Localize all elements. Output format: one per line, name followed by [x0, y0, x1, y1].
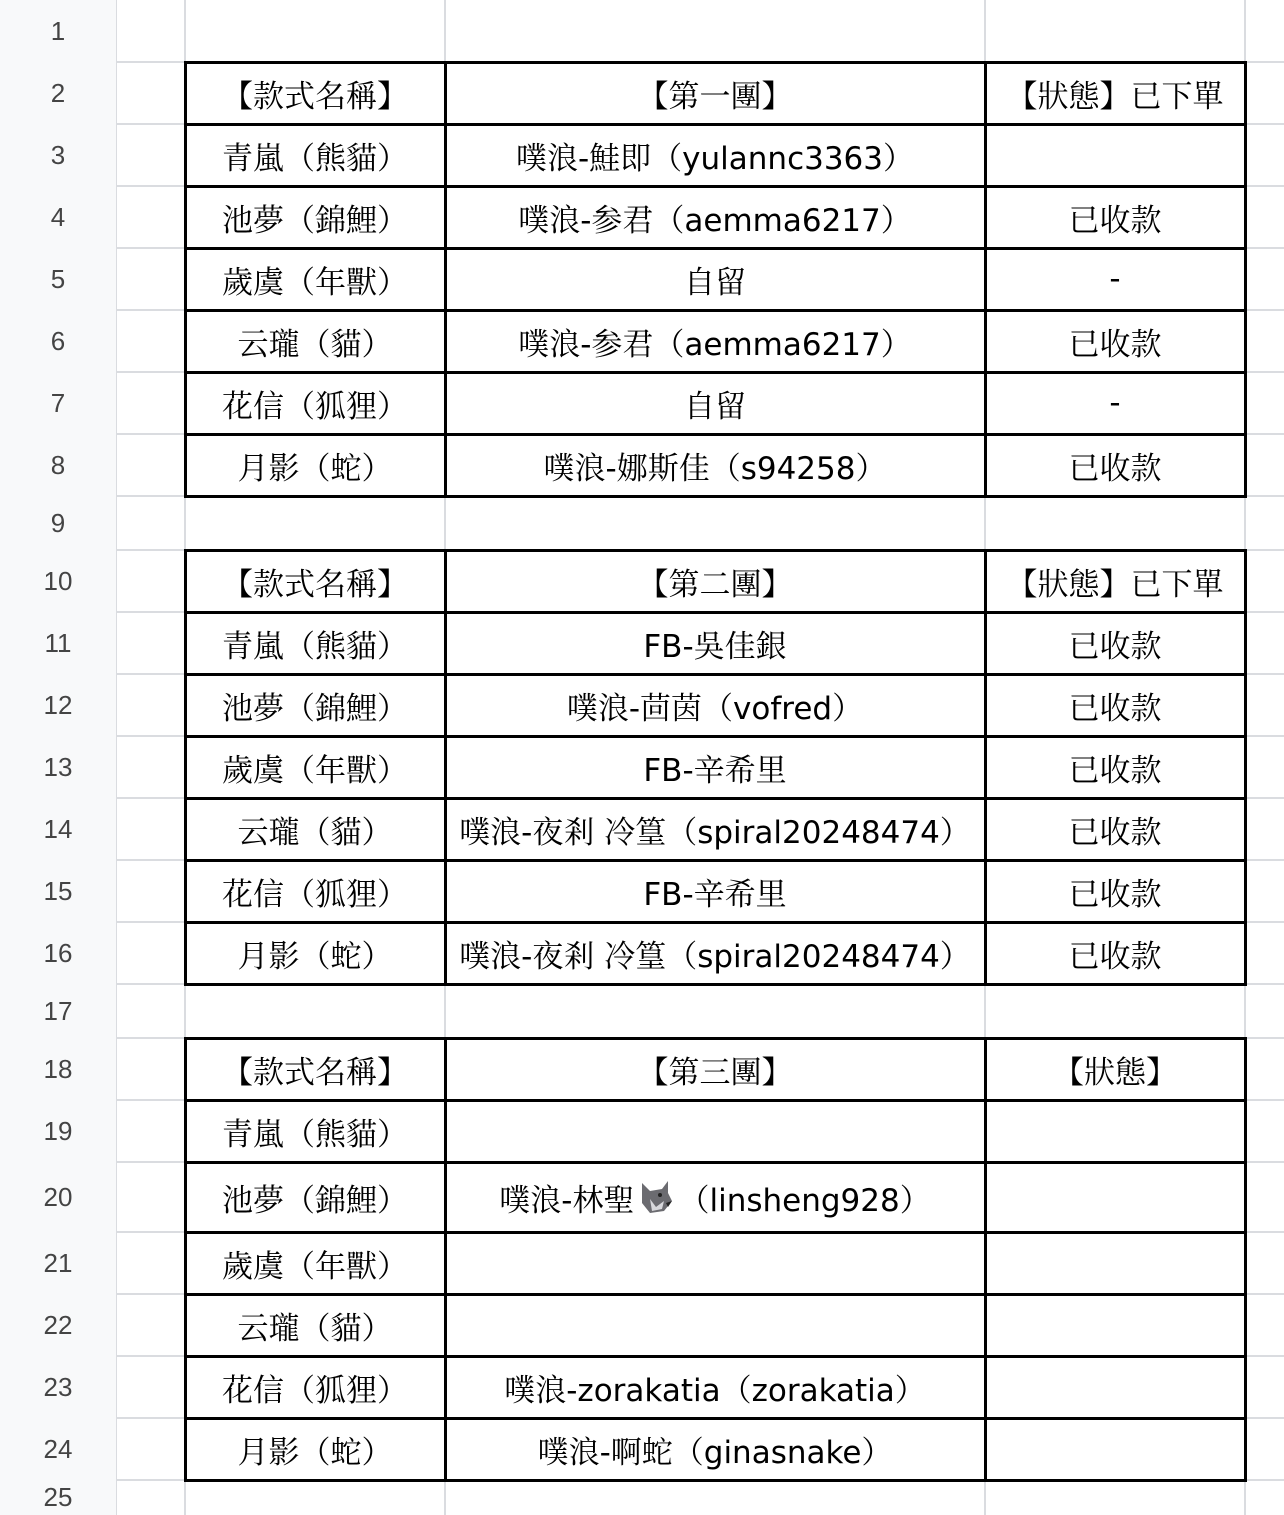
- table-cell[interactable]: 自留: [684, 264, 746, 301]
- table-cell[interactable]: 月影（蛇）: [237, 450, 393, 487]
- table-cell[interactable]: 噗浪-参君（aemma6217）: [518, 326, 912, 363]
- table-header-cell[interactable]: 【第一團】: [637, 78, 793, 115]
- table-cell[interactable]: 噗浪-夜剎 冷篁（spiral20248474）: [459, 814, 971, 851]
- table-header-cell[interactable]: 【第三團】: [637, 1054, 793, 1091]
- table-cell[interactable]: [985, 1232, 1245, 1294]
- row-number[interactable]: 5: [0, 248, 116, 310]
- table-cell[interactable]: 池夢（錦鯉）: [222, 1182, 408, 1219]
- table-cell[interactable]: [445, 1100, 985, 1162]
- table-column-border: [984, 1037, 987, 1482]
- row-number[interactable]: 20: [0, 1162, 116, 1232]
- table-cell[interactable]: 噗浪-啊蛇（ginasnake）: [537, 1434, 893, 1471]
- table-header-cell[interactable]: 【狀態】已下單: [1006, 566, 1224, 603]
- row-number[interactable]: 10: [0, 550, 116, 612]
- table-header-cell[interactable]: 【款式名稱】: [222, 566, 408, 603]
- table-column-border: [984, 549, 987, 986]
- row-number[interactable]: 21: [0, 1232, 116, 1294]
- table-cell[interactable]: 噗浪-鮭即（yulannc3363）: [515, 140, 915, 177]
- table-cell[interactable]: 云瓏（貓）: [237, 814, 393, 851]
- table-cell[interactable]: 歲虞（年獸）: [222, 264, 408, 301]
- table-header-cell[interactable]: 【狀態】已下單: [1006, 78, 1224, 115]
- table-cell[interactable]: 池夢（錦鯉）: [222, 690, 408, 727]
- table-cell[interactable]: 青嵐（熊貓）: [222, 1116, 408, 1153]
- row-number[interactable]: 22: [0, 1294, 116, 1356]
- table-cell[interactable]: [445, 1232, 985, 1294]
- table-cell[interactable]: 噗浪-参君（aemma6217）: [518, 202, 912, 239]
- row-number[interactable]: 6: [0, 310, 116, 372]
- wolf-emoji-icon: [636, 1177, 676, 1217]
- table-cell[interactable]: 噗浪-娜斯佳（s94258）: [543, 450, 887, 487]
- table-cell[interactable]: 已收款: [1068, 814, 1162, 851]
- row-number[interactable]: 9: [0, 496, 116, 550]
- row-number[interactable]: 13: [0, 736, 116, 798]
- table-cell[interactable]: 已收款: [1068, 628, 1162, 665]
- row-number[interactable]: 4: [0, 186, 116, 248]
- table-cell[interactable]: 已收款: [1068, 876, 1162, 913]
- table-cell[interactable]: 青嵐（熊貓）: [222, 628, 408, 665]
- table-row-border: [184, 1355, 1247, 1358]
- table-cell[interactable]: FB-辛希里: [643, 752, 787, 789]
- table-cell[interactable]: 已收款: [1068, 450, 1162, 487]
- table-row-border: [184, 1231, 1247, 1234]
- cell-text: 噗浪-林聖: [499, 1182, 635, 1219]
- table-cell[interactable]: [985, 1356, 1245, 1418]
- table-cell[interactable]: -: [1109, 261, 1121, 297]
- table-row-border: [184, 185, 1247, 188]
- row-number[interactable]: 23: [0, 1356, 116, 1418]
- row-number[interactable]: 12: [0, 674, 116, 736]
- table-row-border: [184, 611, 1247, 614]
- row-number[interactable]: 19: [0, 1100, 116, 1162]
- table-cell[interactable]: [985, 1418, 1245, 1480]
- table-cell[interactable]: 自留: [684, 388, 746, 425]
- table-row-border: [184, 1417, 1247, 1420]
- table-cell[interactable]: 噗浪-夜剎 冷篁（spiral20248474）: [459, 938, 971, 975]
- table-row-border: [184, 735, 1247, 738]
- table-row-border: [184, 1099, 1247, 1102]
- table-cell[interactable]: 云瓏（貓）: [237, 1310, 393, 1347]
- table-cell[interactable]: 已收款: [1068, 938, 1162, 975]
- table-row-border: [184, 371, 1247, 374]
- table-column-border: [984, 61, 987, 498]
- row-number[interactable]: 1: [0, 0, 116, 62]
- table-cell[interactable]: 花信（狐狸）: [222, 388, 408, 425]
- table-cell[interactable]: 歲虞（年獸）: [222, 1248, 408, 1285]
- table-cell[interactable]: 歲虞（年獸）: [222, 752, 408, 789]
- row-number[interactable]: 2: [0, 62, 116, 124]
- table-cell[interactable]: 花信（狐狸）: [222, 1372, 408, 1409]
- table-header-cell[interactable]: 【第二團】: [637, 566, 793, 603]
- table-cell[interactable]: [445, 1162, 985, 1232]
- row-number[interactable]: 3: [0, 124, 116, 186]
- table-cell[interactable]: FB-辛希里: [643, 876, 787, 913]
- table-cell[interactable]: [985, 1294, 1245, 1356]
- table-cell[interactable]: 云瓏（貓）: [237, 326, 393, 363]
- row-number[interactable]: 14: [0, 798, 116, 860]
- table-cell[interactable]: 已收款: [1068, 202, 1162, 239]
- table-cell[interactable]: [985, 124, 1245, 186]
- row-number[interactable]: 11: [0, 612, 116, 674]
- table-cell[interactable]: 已收款: [1068, 752, 1162, 789]
- table-column-border: [444, 1037, 447, 1482]
- table-column-border: [444, 61, 447, 498]
- table-column-border: [444, 549, 447, 986]
- table-header-cell[interactable]: 【狀態】: [1053, 1054, 1177, 1091]
- table-cell[interactable]: 花信（狐狸）: [222, 876, 408, 913]
- table-cell[interactable]: 青嵐（熊貓）: [222, 140, 408, 177]
- table-cell[interactable]: 池夢（錦鯉）: [222, 202, 408, 239]
- table-cell[interactable]: FB-吳佳銀: [643, 628, 787, 665]
- table-row-border: [184, 247, 1247, 250]
- table-row-border: [184, 797, 1247, 800]
- row-number[interactable]: 8: [0, 434, 116, 496]
- table-row-border: [184, 123, 1247, 126]
- table-cell[interactable]: 噗浪-zorakatia（zorakatia）: [504, 1372, 926, 1409]
- table-row-border: [184, 673, 1247, 676]
- cell-text: （linsheng928）: [678, 1182, 931, 1219]
- row-number[interactable]: 17: [0, 984, 116, 1038]
- table-cell[interactable]: [985, 1100, 1245, 1162]
- table-cell[interactable]: [445, 1294, 985, 1356]
- table-cell[interactable]: 已收款: [1068, 326, 1162, 363]
- table-cell[interactable]: 噗浪-茴茵（vofred）: [566, 690, 864, 727]
- row-number[interactable]: 25: [0, 1480, 116, 1515]
- row-number[interactable]: 16: [0, 922, 116, 984]
- table-row-border: [184, 1161, 1247, 1164]
- table-cell[interactable]: 月影（蛇）: [237, 938, 393, 975]
- row-number[interactable]: 15: [0, 860, 116, 922]
- table-cell[interactable]: 月影（蛇）: [237, 1434, 393, 1471]
- table-cell[interactable]: 已收款: [1068, 690, 1162, 727]
- table-row-border: [184, 309, 1247, 312]
- table-header-cell[interactable]: 【款式名稱】: [222, 78, 408, 115]
- table-row-border: [184, 859, 1247, 862]
- table-row-border: [184, 433, 1247, 436]
- row-number[interactable]: 18: [0, 1038, 116, 1100]
- row-number[interactable]: 24: [0, 1418, 116, 1480]
- table-row-border: [184, 921, 1247, 924]
- table-cell[interactable]: [985, 1162, 1245, 1232]
- row-number[interactable]: 7: [0, 372, 116, 434]
- table-cell[interactable]: -: [1109, 385, 1121, 421]
- table-row-border: [184, 1293, 1247, 1296]
- table-header-cell[interactable]: 【款式名稱】: [222, 1054, 408, 1091]
